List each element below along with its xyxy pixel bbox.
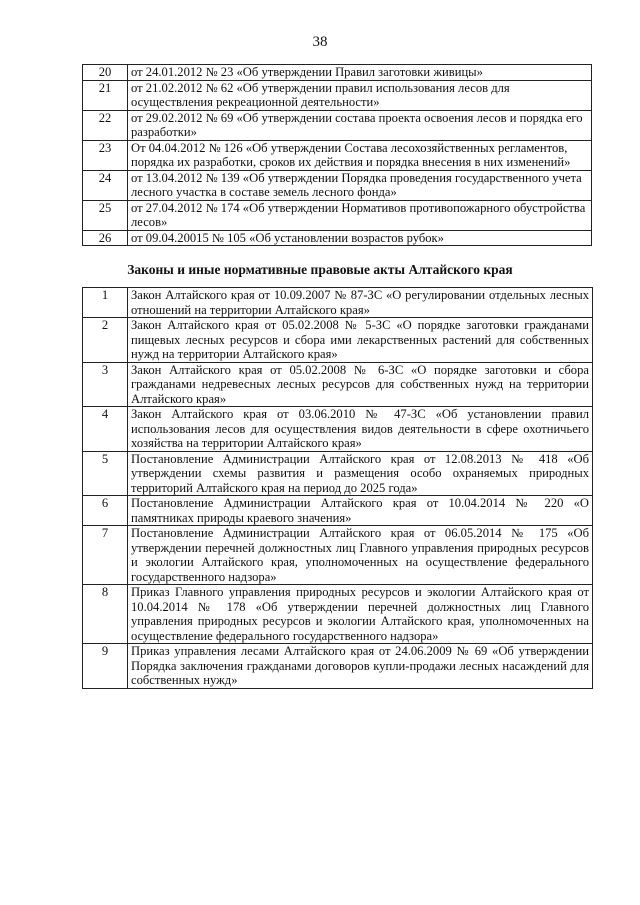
table-row — [83, 496, 593, 526]
row-number: 9 — [83, 644, 128, 689]
altai-acts-table — [82, 287, 593, 689]
row-number: 2 — [83, 318, 128, 363]
row-number: 23 — [83, 140, 128, 170]
row-number: 8 — [83, 585, 128, 644]
row-number: 7 — [83, 526, 128, 585]
table-row — [83, 407, 593, 452]
table-row — [83, 451, 593, 496]
table-row — [83, 170, 592, 200]
act-description: Постановление Администрации Алтайского края от 10.04.2014 № 220 «О памятниках природы краевого значения» — [128, 496, 593, 526]
table-row — [83, 288, 593, 318]
act-description: Закон Алтайского края от 05.02.2008 № 6-ЗС «О порядке заготовки и сбора гражданами недревесных лесных ресурсов для собственных нужд на территории Алтайского края» — [128, 362, 593, 407]
row-number: 22 — [83, 110, 128, 140]
table-row — [83, 230, 592, 246]
act-description: от 21.02.2012 № 62 «Об утверждении правил использования лесов для осуществления рекреационной деятельности» — [128, 80, 592, 110]
act-description: Закон Алтайского края от 03.06.2010 № 47-ЗС «Об установлении правил использования лесов для осуществления видов деятельности в сфере охотничьего хозяйства на территории Алтайского края» — [128, 407, 593, 452]
row-number: 21 — [83, 80, 128, 110]
row-number: 5 — [83, 451, 128, 496]
row-number: 3 — [83, 362, 128, 407]
table-row — [83, 80, 592, 110]
federal-acts-table-body — [83, 65, 592, 246]
act-description: Закон Алтайского края от 10.09.2007 № 87-ЗС «О регулировании отдельных лесных отношений на территории Алтайского края» — [128, 288, 593, 318]
row-number: 25 — [83, 200, 128, 230]
table-row — [83, 65, 592, 81]
federal-acts-table — [82, 64, 592, 246]
altai-acts-table-body — [83, 288, 593, 689]
table-row — [83, 526, 593, 585]
table-row — [83, 585, 593, 644]
row-number: 6 — [83, 496, 128, 526]
table-row — [83, 140, 592, 170]
act-description: Приказ управления лесами Алтайского края от 24.06.2009 № 69 «Об утверждении Порядка заключения гражданами договоров купли-продажи лесных насаждений для собственных нужд» — [128, 644, 593, 689]
act-description: от 13.04.2012 № 139 «Об утверждении Порядка проведения государственного учета лесного участка в составе земель лесного фонда» — [128, 170, 592, 200]
act-description: от 24.01.2012 № 23 «Об утверждении Правил заготовки живицы» — [128, 65, 592, 81]
section-heading: Законы и иные нормативные правовые акты Алтайского края — [127, 262, 513, 277]
row-number: 1 — [83, 288, 128, 318]
act-description: Постановление Администрации Алтайского края от 12.08.2013 № 418 «Об утверждении схемы развития и размещения особо охраняемых природных территорий Алтайского края на период до 2025 года» — [128, 451, 593, 496]
act-description: От 04.04.2012 № 126 «Об утверждении Состава лесохозяйственных регламентов, порядка их разработки, сроков их действия и порядка внесения в них изменений» — [128, 140, 592, 170]
row-number: 4 — [83, 407, 128, 452]
act-description: от 29.02.2012 № 69 «Об утверждении состава проекта освоения лесов и порядка его разработки» — [128, 110, 592, 140]
page-number: 38 — [312, 34, 328, 50]
table-row — [83, 318, 593, 363]
act-description: Приказ Главного управления природных ресурсов и экологии Алтайского края от 10.04.2014 № 178 «Об утверждении перечней должностных лиц Главного управления природных ресурсов и экологии Алтайского края, уполномоченных на осуществление федерального государственного надзора» — [128, 585, 593, 644]
table-row — [83, 200, 592, 230]
act-description: от 27.04.2012 № 174 «Об утверждении Нормативов противопожарного обустройства лесов» — [128, 200, 592, 230]
act-description: Закон Алтайского края от 05.02.2008 № 5-ЗС «О порядке заготовки гражданами пищевых лесных ресурсов и сбора ими лекарственных растений для собственных нужд на территории Алтайского края» — [128, 318, 593, 363]
act-description: от 09.04.20015 № 105 «Об установлении возрастов рубок» — [128, 230, 592, 246]
table-row — [83, 362, 593, 407]
table-row — [83, 644, 593, 689]
table-row — [83, 110, 592, 140]
act-description: Постановление Администрации Алтайского края от 06.05.2014 № 175 «Об утверждении перечней должностных лиц Главного управления природных ресурсов и экологии Алтайского края, уполномоченных на осуществление федерального государственного надзора» — [128, 526, 593, 585]
row-number: 20 — [83, 65, 128, 81]
row-number: 26 — [83, 230, 128, 246]
row-number: 24 — [83, 170, 128, 200]
